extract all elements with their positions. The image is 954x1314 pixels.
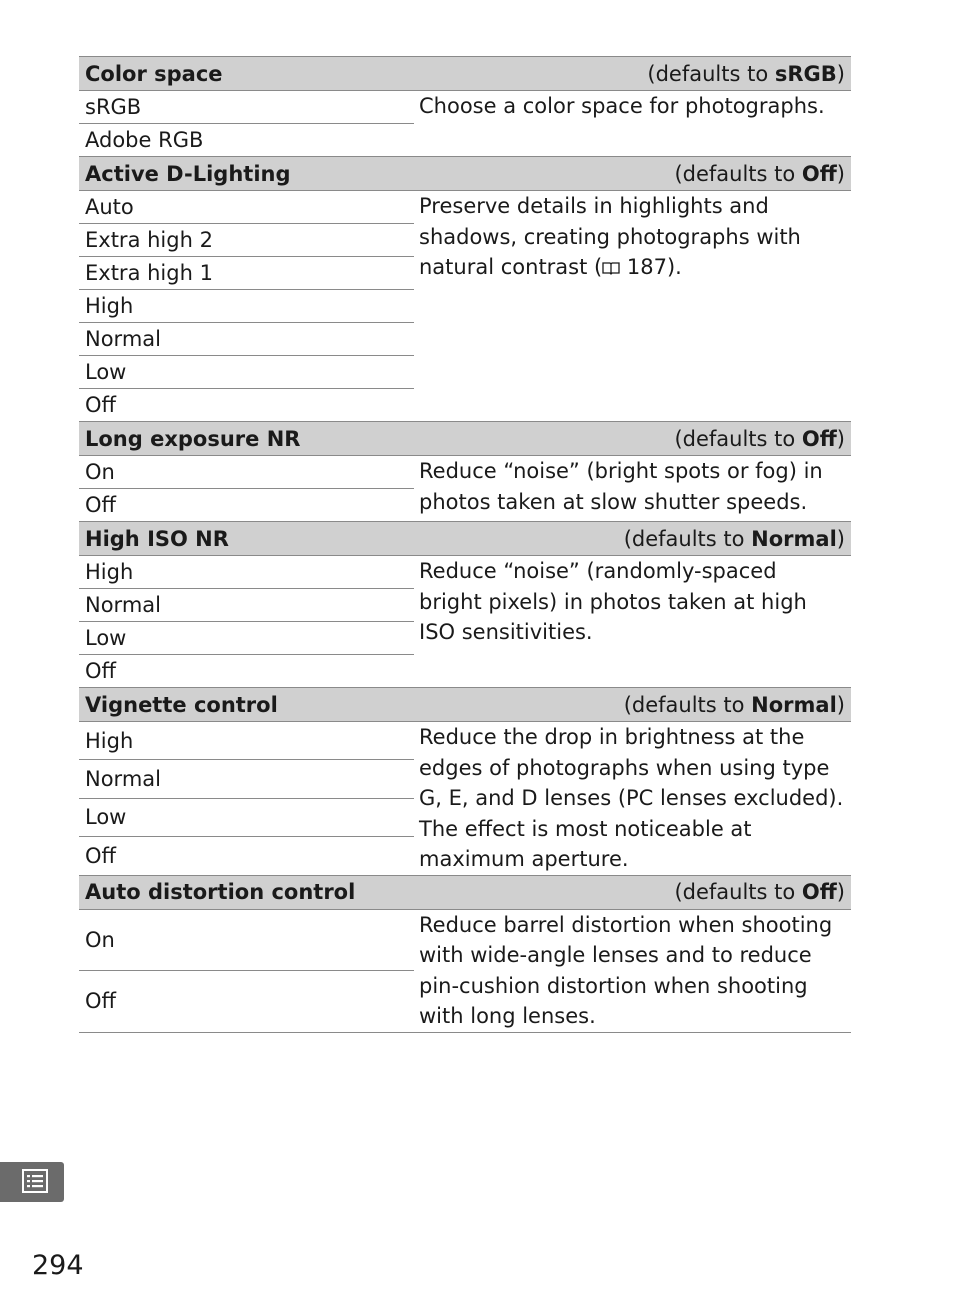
option-label: On bbox=[79, 456, 414, 489]
section-header-cell bbox=[79, 688, 851, 722]
option-description: Reduce “noise” (randomly-spaced bright pixels) in photos taken at high ISO sensitivities. bbox=[419, 559, 807, 644]
section-default bbox=[624, 527, 845, 551]
option-label: Auto bbox=[79, 191, 414, 224]
default-value: Normal bbox=[751, 526, 837, 551]
section-header-cell bbox=[79, 57, 851, 91]
default-value: Normal bbox=[751, 692, 837, 717]
option-row bbox=[79, 91, 851, 124]
option-row bbox=[79, 191, 851, 224]
default-value: Off bbox=[801, 880, 837, 904]
default-suffix: ) bbox=[836, 880, 845, 904]
section-title: Auto distortion control bbox=[85, 880, 356, 904]
option-label: sRGB bbox=[79, 91, 414, 124]
settings-section bbox=[79, 422, 851, 522]
default-suffix: ) bbox=[836, 61, 845, 86]
default-prefix: (defaults to bbox=[674, 426, 802, 451]
option-label: Extra high 2 bbox=[79, 224, 414, 257]
default-suffix: ) bbox=[836, 426, 845, 451]
option-label: Adobe RGB bbox=[85, 128, 204, 152]
section-header-cell bbox=[79, 522, 851, 556]
option-label: High bbox=[79, 556, 414, 589]
settings-section bbox=[79, 875, 851, 1032]
default-prefix: (defaults to bbox=[647, 61, 775, 86]
settings-table bbox=[79, 56, 851, 1033]
book-icon bbox=[602, 261, 620, 275]
option-label: Off bbox=[85, 843, 116, 868]
section-header bbox=[79, 688, 851, 722]
default-value: Off bbox=[801, 161, 837, 186]
default-suffix: ) bbox=[836, 526, 845, 551]
section-header-cell bbox=[79, 422, 851, 456]
section-title: Color space bbox=[85, 61, 223, 86]
option-label: High bbox=[79, 290, 414, 323]
option-description: Reduce the drop in brightness at the edges of photographs when using type G, E, and D lenses (PC lenses excluded). The effect is most noticeable at maximum aperture. bbox=[419, 725, 844, 871]
default-prefix: (defaults to bbox=[674, 880, 802, 904]
section-header bbox=[79, 422, 851, 456]
settings-section bbox=[79, 57, 851, 157]
default-prefix: (defaults to bbox=[623, 692, 752, 717]
option-label: Normal bbox=[79, 760, 414, 798]
section-header bbox=[79, 522, 851, 556]
default-prefix: (defaults to bbox=[674, 161, 802, 186]
menu-list-icon bbox=[22, 1169, 48, 1193]
option-row bbox=[79, 722, 851, 760]
option-description: Reduce barrel distortion when shooting with wide-angle lenses and to reduce pin-cushion distortion when shooting with long lenses. bbox=[414, 909, 851, 1032]
option-label: Off bbox=[85, 659, 116, 683]
section-header bbox=[79, 157, 851, 191]
section-default bbox=[674, 880, 845, 904]
option-label: Normal bbox=[79, 589, 414, 622]
settings-section bbox=[79, 522, 851, 688]
section-default bbox=[674, 427, 845, 451]
option-label: Off bbox=[79, 971, 414, 1033]
option-label: Extra high 1 bbox=[79, 257, 414, 290]
settings-section bbox=[79, 688, 851, 876]
section-title: Long exposure NR bbox=[85, 426, 301, 451]
page-tab bbox=[0, 1162, 64, 1202]
option-label: Low bbox=[79, 356, 414, 389]
option-row bbox=[79, 909, 851, 971]
section-title: High ISO NR bbox=[85, 526, 229, 551]
option-row bbox=[79, 556, 851, 589]
option-description: Reduce “noise” (bright spots or fog) in photos taken at slow shutter speeds. bbox=[419, 459, 823, 514]
option-label: On bbox=[79, 909, 414, 971]
option-label: Off bbox=[85, 493, 116, 517]
option-label: High bbox=[79, 722, 414, 760]
default-value: sRGB bbox=[774, 61, 837, 86]
default-suffix: ) bbox=[836, 692, 845, 717]
section-default bbox=[647, 62, 845, 86]
section-header bbox=[79, 875, 851, 909]
section-header bbox=[79, 57, 851, 91]
option-label: Off bbox=[85, 393, 116, 417]
default-prefix: (defaults to bbox=[623, 526, 752, 551]
section-header-cell bbox=[79, 157, 851, 191]
section-default bbox=[674, 162, 845, 186]
section-header-cell bbox=[79, 875, 851, 909]
settings-section bbox=[79, 157, 851, 422]
default-suffix: ) bbox=[836, 161, 845, 186]
option-label: Normal bbox=[79, 323, 414, 356]
option-label: Low bbox=[79, 622, 414, 655]
option-description: Preserve details in highlights and shadows, creating photographs with natural contrast ( 187). bbox=[419, 194, 801, 279]
section-default bbox=[624, 693, 845, 717]
option-row bbox=[79, 456, 851, 489]
section-title: Vignette control bbox=[85, 692, 278, 717]
default-value: Off bbox=[801, 426, 837, 451]
option-description: Choose a color space for photographs. bbox=[419, 94, 825, 118]
option-label: Low bbox=[79, 798, 414, 836]
section-title: Active D-Lighting bbox=[85, 161, 291, 186]
page-number: 294 bbox=[32, 1250, 84, 1281]
